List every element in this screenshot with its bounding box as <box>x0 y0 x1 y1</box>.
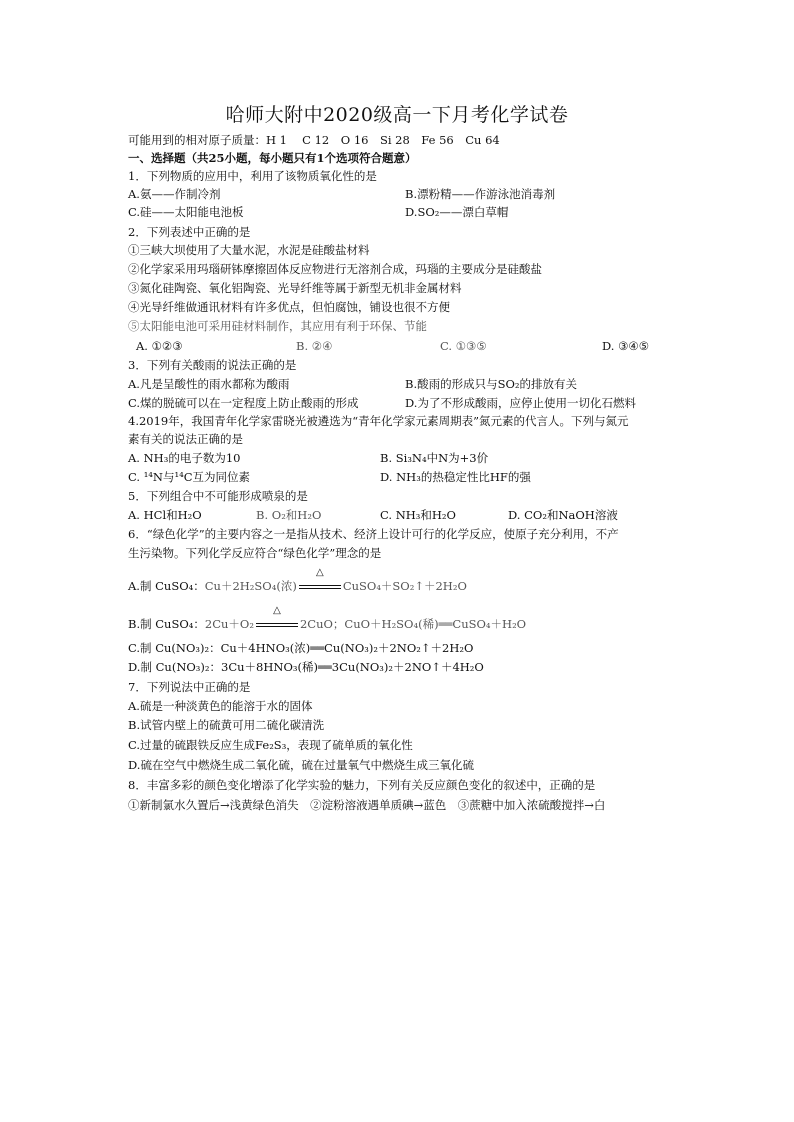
option-a-equation <box>128 567 467 594</box>
equals-sign <box>256 623 298 627</box>
statement-5: ⑤太阳能电池可采用硅材料制作，其应用有利于环保、节能 <box>128 319 427 333</box>
question-1-options-row2 <box>0 204 794 222</box>
option-b-rhs: 2CuO；CuO＋H₂SO₄(稀)══CuSO₄＋H₂O <box>299 617 527 631</box>
option-a: A. ①②③ <box>136 339 183 353</box>
question-3-stem: 3．下列有关酸雨的说法正确的是 <box>128 358 297 372</box>
statement-4: ④光导纤维做通讯材料有许多优点，但怕腐蚀，铺设也很不方便 <box>128 300 450 314</box>
option-d: D.SO₂——漂白草帽 <box>405 205 509 219</box>
equals-sign <box>299 585 341 589</box>
question-5-stem: 5．下列组合中不可能形成喷泉的是 <box>128 489 308 503</box>
option-d: D.为了不形成酸雨，应停止使用一切化石燃料 <box>405 396 636 410</box>
page-title: 哈师大附中2020级高一下月考化学试卷 <box>225 104 569 126</box>
option-d: D.硫在空气中燃烧生成二氧化硫，硫在过量氧气中燃烧生成三氧化硫 <box>128 758 474 772</box>
question-1-stem: 1．下列物质的应用中，利用了该物质氧化性的是 <box>128 169 377 183</box>
option-b: B.酸雨的形成只与SO₂的排放有关 <box>405 377 578 391</box>
option-d: D. NH₃的热稳定性比HF的强 <box>380 470 531 484</box>
option-a: A.凡是呈酸性的雨水都称为酸雨 <box>128 377 290 391</box>
question-5-options <box>0 507 794 525</box>
question-3-options-row2 <box>0 395 794 413</box>
atomic-masses: 可能用到的相对原子质量：H 1 C 12 O 16 Si 28 Fe 56 Cu 64 <box>128 133 500 147</box>
option-c: C.过量的硫跟铁反应生成Fe₂S₃，表现了硫单质的氧化性 <box>128 738 413 752</box>
option-c: C.硅——太阳能电池板 <box>128 205 244 219</box>
option-d-equation: D.制 Cu(NO₃)₂：3Cu＋8HNO₃(稀)══3Cu(NO₃)₂＋2NO↑＋4H₂O <box>128 660 484 674</box>
question-8-stem: 8．丰富多彩的颜色变化增添了化学实验的魅力，下列有关反应颜色变化的叙述中，正确的是 <box>128 778 596 792</box>
option-b-equation <box>128 605 527 632</box>
statement-1: ①三峡大坝使用了大量水泥，水泥是硅酸盐材料 <box>128 243 370 257</box>
question-6-stem-line1: 6．“绿色化学”的主要内容之一是指从技术、经济上设计可行的化学反应，使原子充分利用，不产 <box>128 527 619 541</box>
option-a-rhs: CuSO₄＋SO₂↑＋2H₂O <box>342 579 467 593</box>
option-c: C.煤的脱硫可以在一定程度上防止酸雨的形成 <box>128 396 359 410</box>
question-4-options-row2 <box>0 469 794 487</box>
option-a-lhs: Cu＋2H₂SO₄(浓) <box>204 579 297 593</box>
question-3-options-row1 <box>0 376 794 394</box>
question-8-line: ①新制氯水久置后→浅黄绿色消失 ②淀粉溶液遇单质碘→蓝色 ③蔗糖中加入浓硫酸搅拌→白 <box>128 798 606 812</box>
heat-condition <box>297 567 343 593</box>
option-c: C. ¹⁴N与¹⁴C互为同位素 <box>128 470 251 484</box>
delta-icon: △ <box>273 605 281 616</box>
option-c-equation: C.制 Cu(NO₃)₂：Cu＋4HNO₃(浓)══Cu(NO₃)₂＋2NO₂↑＋2H₂O <box>128 641 474 655</box>
question-6-stem-line2: 生污染物。下列化学反应符合“绿色化学”理念的是 <box>128 546 382 560</box>
question-7-stem: 7．下列说法中正确的是 <box>128 680 251 694</box>
option-a-label: A.制 CuSO₄： <box>128 579 205 593</box>
option-b-label: B.制 CuSO₄： <box>128 617 205 631</box>
statement-3: ③氮化硅陶瓷、氧化铝陶瓷、光导纤维等属于新型无机非金属材料 <box>128 281 462 295</box>
option-d: D. ③④⑤ <box>602 339 650 353</box>
option-b: B. O₂和H₂O <box>256 508 322 522</box>
question-2-options <box>0 338 794 356</box>
option-a: A. NH₃的电子数为10 <box>128 451 241 465</box>
heat-condition <box>254 605 300 631</box>
option-b: B.漂粉精——作游泳池消毒剂 <box>405 187 556 201</box>
option-b-lhs: 2Cu＋O₂ <box>204 617 254 631</box>
question-2-stem: 2．下列表述中正确的是 <box>128 225 251 239</box>
option-c: C. NH₃和H₂O <box>380 508 456 522</box>
option-a: A.氨——作制冷剂 <box>128 187 221 201</box>
section-heading: 一、选择题（共25小题，每小题只有1个选项符合题意） <box>128 151 417 165</box>
option-b: B.试管内壁上的硫黄可用二硫化碳清洗 <box>128 718 325 732</box>
option-b: B. Si₃N₄中N为+3价 <box>380 451 489 465</box>
statement-2: ②化学家采用玛瑙研钵摩擦固体反应物进行无溶剂合成，玛瑙的主要成分是硅酸盐 <box>128 262 542 276</box>
question-4-options-row1 <box>0 450 794 468</box>
question-1-options-row1 <box>0 186 794 204</box>
question-4-stem-line2: 素有关的说法正确的是 <box>128 432 243 446</box>
option-a: A. HCl和H₂O <box>128 508 202 522</box>
option-d: D. CO₂和NaOH溶液 <box>508 508 618 522</box>
option-a: A.硫是一种淡黄色的能溶于水的固体 <box>128 699 313 713</box>
delta-icon: △ <box>315 567 324 578</box>
option-b: B. ②④ <box>296 339 333 353</box>
option-c: C. ①③⑤ <box>440 339 487 353</box>
question-4-stem-line1: 4.2019年，我国青年化学家雷晓光被遴选为“青年化学家元素周期表”氮元素的代言人。下列与氮元 <box>128 414 629 428</box>
